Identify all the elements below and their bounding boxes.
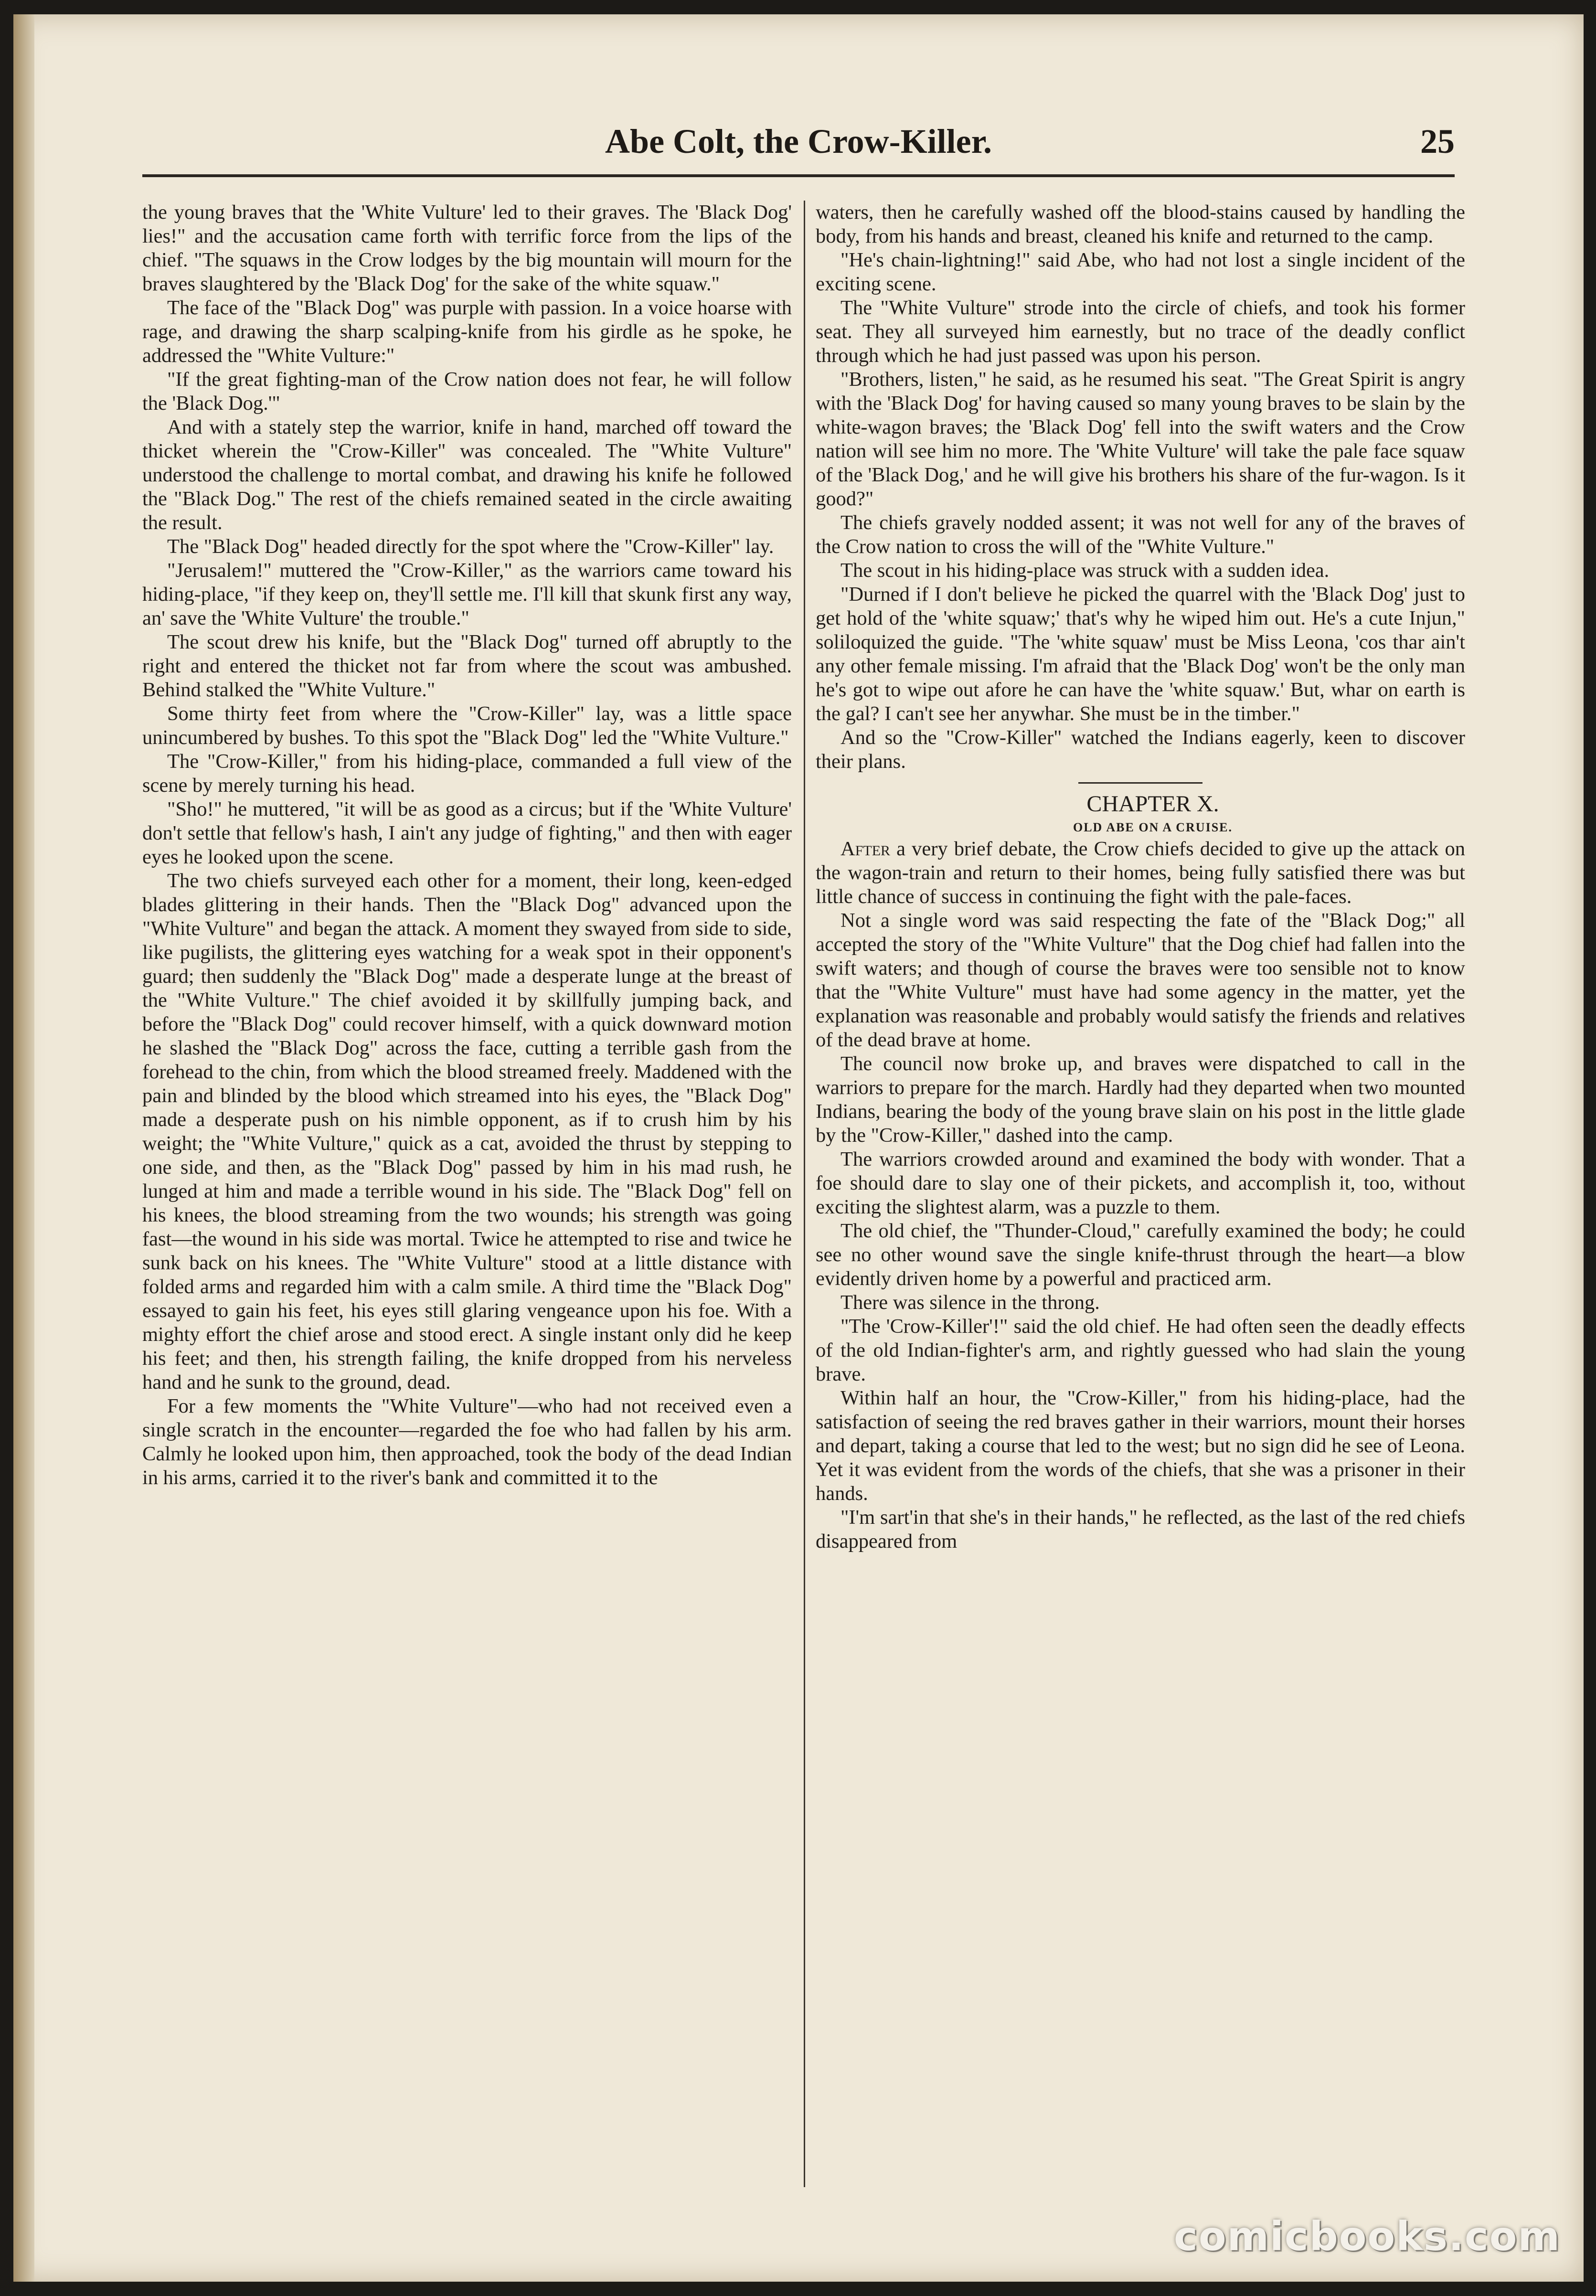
chapter-title: CHAPTER X. <box>1086 791 1219 817</box>
paragraph: The face of the "Black Dog" was purple with passion. In a voice hoarse with rage, and drawing the sharp scalping-knife from his girdle as he spoke, he addressed the "White Vulture:" <box>142 297 792 367</box>
paragraph: "I'm sart'in that she's in their hands," he reflected, as the last of the red chiefs disappeared from <box>816 1506 1465 1552</box>
paragraph: "Durned if I don't believe he picked the quarrel with the 'Black Dog' just to get hold of the 'white squaw;' that's why he wiped him out. He's a cute Injun," soliloquized the guide. "The 'white squaw' must be Miss Leona, 'cos thar ain't any other female missing. I'm afraid that the 'Black Dog' won't be the only man he's got to wipe out afore he can have the 'white squaw.' But, whar on earth is the gal? I can't see her anywhar. She must be in the timber." <box>816 583 1465 725</box>
column-divider <box>804 201 805 2187</box>
paragraph: For a few moments the "White Vulture"—who had not received even a single scratch in the encounter—regarded the foe who had fallen by his arm. Calmly he looked upon him, then approached, took the body of the dead Indian in his arms, carried it to the river's bank and committed it to the <box>142 1395 792 1489</box>
paragraph: The "White Vulture" strode into the circle of chiefs, and took his former seat. They all surveyed him earnestly, but no trace of the deadly conflict through which he had just passed was upon his person. <box>816 297 1465 367</box>
paragraph: "He's chain-lightning!" said Abe, who had not lost a single incident of the exciting scene. <box>816 249 1465 295</box>
paragraph: "The 'Crow-Killer'!" said the old chief. He had often seen the deadly effects of the old Indian-fighter's arm, and rightly guessed who had slain the young brave. <box>816 1315 1465 1385</box>
paragraph: There was silence in the throng. <box>841 1291 1100 1314</box>
paragraph: Some thirty feet from where the "Crow-Killer" lay, was a little space unincumbered by bushes. To this spot the "Black Dog" led the "White Vulture." <box>142 702 792 749</box>
paragraph: The council now broke up, and braves were dispatched to call in the warriors to prepare for the march. Hardly had they departed when two mounted Indians, bearing the body of the young brave slain on his post in the little glade by the "Crow-Killer," dashed into the camp. <box>816 1052 1465 1147</box>
page-binding-edge <box>13 14 34 2282</box>
paragraph <box>816 837 1465 909</box>
paragraph: And with a stately step the warrior, knife in hand, marched off toward the thicket wherein the "Crow-Killer" was concealed. The "White Vulture" understood the challenge to mortal combat, and drawing his knife he followed the "Black Dog." The rest of the chiefs remained seated in the circle awaiting the result. <box>142 416 792 534</box>
paragraph: The two chiefs surveyed each other for a moment, their long, keen-edged blades glittering in their hands. Then the "Black Dog" advanced upon the "White Vulture" and began the attack. A moment they swayed from side to side, like pugilists, the glittering eyes watching for a weak spot in their opponent's guard; then suddenly the "Black Dog" made a desperate lunge at the breast of the "White Vulture." The chief avoided it by skillfully jumping back, and before the "Black Dog" could recover himself, with a quick downward motion he slashed the "Black Dog" across the face, cutting a terrible gash from the forehead to the chin, from which the blood streamed freely. Maddened with the pain and blinded by the blood which streamed into his eyes, the "Black Dog" made a desperate push on his nimble opponent, as if to crush him by his weight; the "White Vulture," quick as a cat, avoided the thrust by stepping to one side, and then, as the "Black Dog" passed by him in his mad rush, he lunged at him and made a terrible wound in his side. The "Black Dog" fell on his knees, the blood streaming from the two wounds; his strength was going fast—the wound in his side was mortal. Twice he attempted to rise and twice he sunk back on his knees. The "White Vulture" stood at a little distance with folded arms and regarded him with a calm smile. A third time the "Black Dog" essayed to gain his feet, his eyes still glaring vengeance upon his foe. With a mighty effort the chief arose and stood erect. A single instant only did he keep his feet; and then, his strength failing, the knife dropped from his nerveless hand and he sunk to the ground, dead. <box>142 870 792 1393</box>
paragraph: The warriors crowded around and examined the body with wonder. That a foe should dare to slay one of their pickets, and accomplish it, too, without exciting the slightest alarm, was a puzzle to them. <box>816 1148 1465 1218</box>
paragraph: The old chief, the "Thunder-Cloud," carefully examined the body; he could see no other wound save the single knife-thrust through the heart—a blow evidently driven home by a powerful and practiced arm. <box>816 1220 1465 1290</box>
drop-lead-word: After <box>841 838 891 860</box>
paragraph: waters, then he carefully washed off the blood-stains caused by handling the body, from his hands and breast, cleaned his knife and returned to the camp. <box>816 201 1465 247</box>
paragraph: Not a single word was said respecting the fate of the "Black Dog;" all accepted the story of the "White Vulture" that the Dog chief had fallen into the swift waters; and though of course the braves were too sensible not to know that the "White Vulture" must have had some agency in the matter, yet the explanation was reasonable and probably would satisfy the friends and relatives of the dead brave at home. <box>816 909 1465 1051</box>
chapter-rule <box>1078 782 1202 784</box>
running-title: Abe Colt, the Crow-Killer. <box>605 122 992 160</box>
site-watermark: comicbooks.com <box>1174 2213 1561 2260</box>
paragraph: The "Crow-Killer," from his hiding-place, commanded a full view of the scene by merely turning his head. <box>142 750 792 797</box>
running-header <box>142 122 1455 177</box>
paragraph: The scout drew his knife, but the "Black Dog" turned off abruptly to the right and entered the thicket not far from where the scout was ambushed. Behind stalked the "White Vulture." <box>142 631 792 701</box>
paragraph: "Brothers, listen," he said, as he resumed his seat. "The Great Spirit is angry with the 'Black Dog' for having caused so many young braves to be slain by the white-wagon braves; the 'Black Dog' fell into the swift waters and the Crow nation will see him no more. The 'White Vulture' will take the pale face squaw of the 'Black Dog,' and he will give his brothers his share of the fur-wagon. Is it good?" <box>816 368 1465 510</box>
paragraph-text: a very brief debate, the Crow chiefs decided to give up the attack on the wagon-train and return to their homes, being fully satisfied there was but little chance of success in continuing the fight with the pale-faces. <box>816 838 1465 908</box>
right-text-column <box>816 201 1465 2187</box>
paragraph: "If the great fighting-man of the Crow nation does not fear, he will follow the 'Black Dog.'" <box>142 368 792 415</box>
left-text-column <box>142 201 792 2187</box>
paragraph: the young braves that the 'White Vulture' led to their graves. The 'Black Dog' lies!" and the accusation came forth with terrific force from the lips of the chief. "The squaws in the Crow lodges by the big mountain will mourn for the braves slaughtered by the 'Black Dog' for the sake of the white squaw." <box>142 201 792 295</box>
paragraph: The scout in his hiding-place was struck with a sudden idea. <box>841 559 1330 582</box>
paragraph: The "Black Dog" headed directly for the spot where the "Crow-Killer" lay. <box>167 535 774 558</box>
book-page <box>13 14 1584 2282</box>
paragraph: And so the "Crow-Killer" watched the Indians eagerly, keen to discover their plans. <box>816 726 1465 773</box>
paragraph: Within half an hour, the "Crow-Killer," from his hiding-place, had the satisfaction of seeing the red braves gather in their warriors, mount their horses and depart, taking a course that led to the west; but no sign did he see of Leona. Yet it was evident from the words of the chiefs, that she was a prisoner in their hands. <box>816 1387 1465 1505</box>
paragraph: "Sho!" he muttered, "it will be as good as a circus; but if the 'White Vulture' don't settle that fellow's hash, I ain't any judge of fighting," and then with eager eyes he looked upon the scene. <box>142 798 792 868</box>
page-number: 25 <box>1420 122 1455 160</box>
paragraph: "Jerusalem!" muttered the "Crow-Killer," as the warriors came toward his hiding-place, "if they keep on, they'll settle me. I'll kill that skunk first any way, an' save the 'White Vulture' the trouble." <box>142 559 792 629</box>
chapter-subtitle: OLD ABE ON A CRUISE. <box>1073 820 1233 834</box>
paragraph: The chiefs gravely nodded assent; it was not well for any of the braves of the Crow nation to cross the will of the "White Vulture." <box>816 511 1465 558</box>
